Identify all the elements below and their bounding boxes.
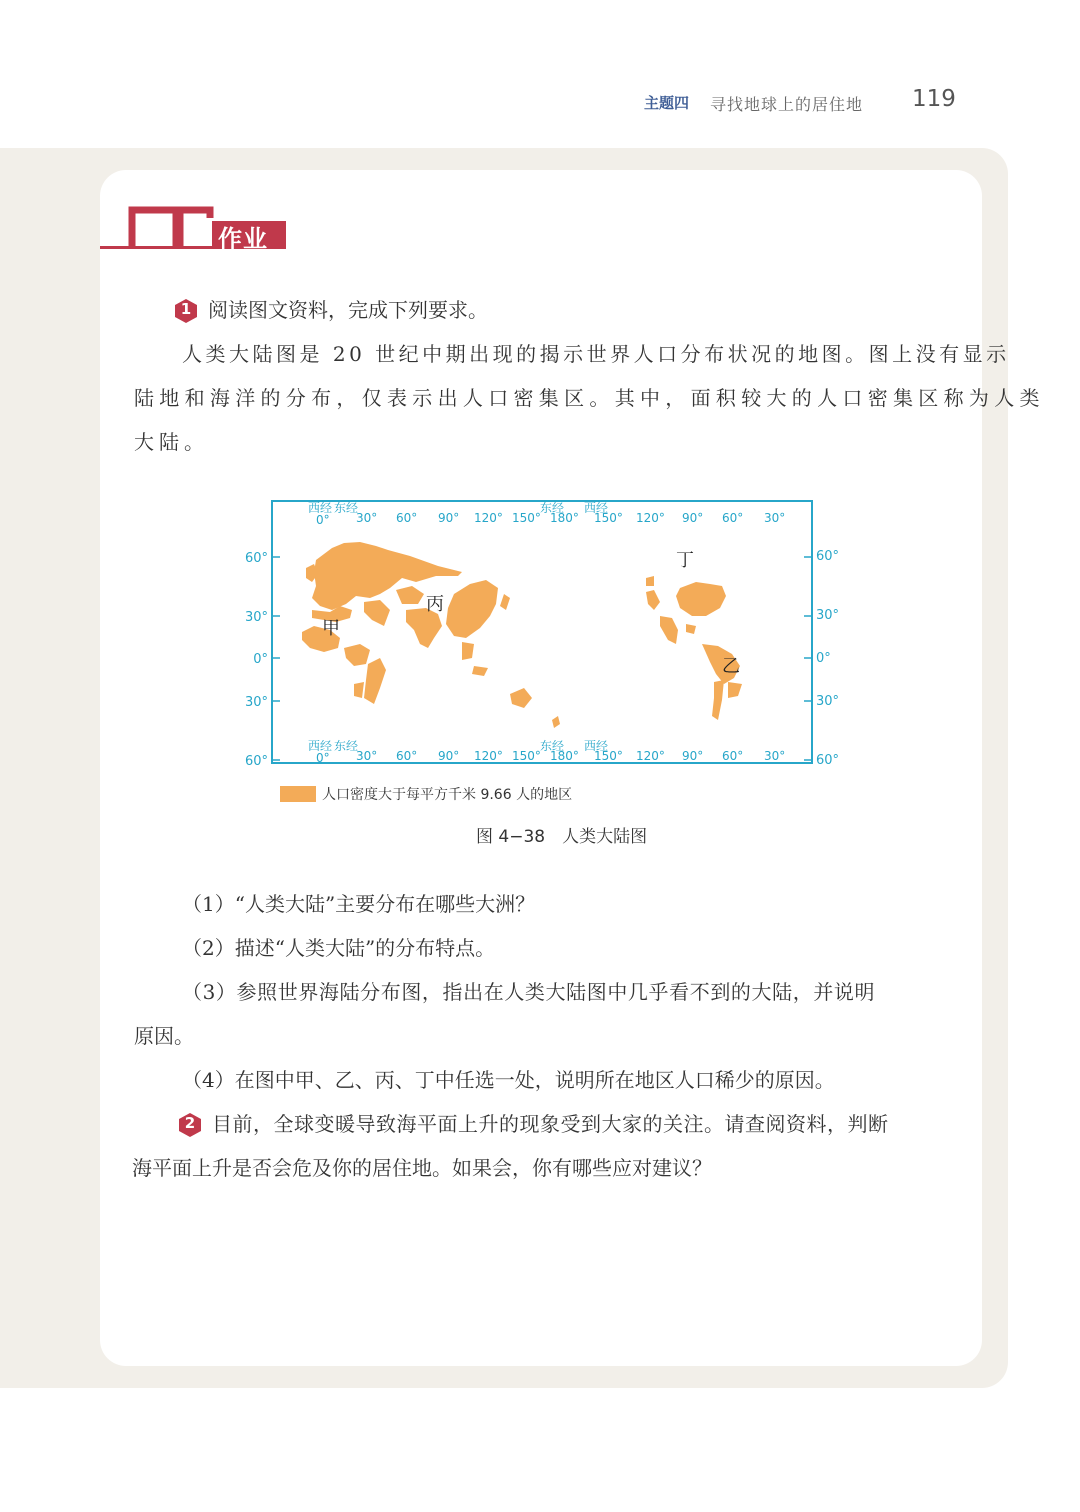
top-west-label: 西经 [584, 501, 609, 515]
left-lat-label: 30° [244, 610, 268, 625]
sub-question-2: （2）描述“人类大陆”的分布特点。 [182, 936, 496, 960]
map-frame [272, 501, 812, 763]
legend-swatch [280, 786, 316, 802]
bottom-lon-label: 30° [764, 749, 786, 763]
question-1-prompt: 阅读图文资料，完成下列要求。 [208, 298, 488, 322]
sub-question-4: （4）在图中甲、乙、丙、丁中任选一处，说明所在地区人口稀少的原因。 [182, 1068, 835, 1092]
top-lon-label: 90° [438, 511, 460, 525]
sub-question-1: （1）“人类大陆”主要分布在哪些大洲？ [182, 892, 536, 916]
bottom-lon-label: 120° [474, 749, 503, 763]
right-lat-label: 30° [816, 694, 840, 709]
paragraph-line-1: 人类大陆图是 20 世纪中期出现的揭示世界人口分布状况的地图。图上没有显示 [182, 342, 1010, 366]
top-lon-label: 30° [356, 511, 378, 525]
sub-question-3: （3）参照世界海陆分布图，指出在人类大陆图中几乎看不到的大陆，并说明 [182, 980, 876, 1004]
running-head-theme: 主题四 [644, 94, 690, 112]
section-label: 作业 [218, 225, 268, 253]
left-lat-label: 30° [244, 695, 268, 710]
paragraph-line-2: 陆地和海洋的分布，仅表示出人口密集区。其中，面积较大的人口密集区称为人类 [134, 386, 1045, 410]
region-label-ding: 丁 [676, 550, 694, 571]
right-lat-label: 60° [816, 753, 840, 768]
section-banner [100, 204, 290, 253]
figure-caption: 图 4−38 人类大陆图 [476, 827, 648, 847]
top-lon-label: 120° [474, 511, 503, 525]
human-continent-map [240, 498, 850, 808]
left-lat-label: 60° [244, 754, 268, 769]
bottom-lon-label: 150° [512, 749, 541, 763]
bottom-west-label: 西经 [308, 739, 333, 753]
question-2-line-2: 海平面上升是否会危及你的居住地。如果会，你有哪些应对建议？ [132, 1156, 712, 1180]
bottom-lon-label: 60° [722, 749, 744, 763]
question-2-number: 2 [184, 1114, 196, 1132]
bottom-east-label: 东经 [540, 739, 565, 753]
right-lat-label: 60° [816, 549, 840, 564]
question-2-line-1: 目前，全球变暖导致海平面上升的现象受到大家的关注。请查阅资料，判断 [212, 1112, 889, 1136]
bottom-west-label: 西经 [584, 739, 609, 753]
top-lon-label: 60° [722, 511, 744, 525]
question-1-badge [174, 298, 198, 324]
right-lat-label: 0° [816, 651, 831, 666]
region-label-bing: 丙 [426, 594, 444, 615]
bottom-anti-label: 180° [550, 749, 579, 763]
top-lon-label: 150° [594, 511, 623, 525]
bottom-lon-label: 120° [636, 749, 665, 763]
region-label-yi: 乙 [722, 656, 740, 677]
top-west-label: 西经 [308, 501, 333, 515]
bottom-lon-label: 90° [438, 749, 460, 763]
top-lon-label: 120° [636, 511, 665, 525]
top-east-label: 东经 [334, 501, 359, 515]
bottom-east-label: 东经 [334, 739, 359, 753]
top-lon-label: 30° [764, 511, 786, 525]
bottom-lon-label: 60° [396, 749, 418, 763]
question-1-number: 1 [180, 300, 192, 318]
top-zero-label: 0° [316, 513, 330, 527]
running-head [0, 86, 1080, 116]
page-number: 119 [912, 86, 956, 112]
bottom-lon-label: 90° [682, 749, 704, 763]
right-lat-label: 30° [816, 608, 840, 623]
region-label-jia: 甲 [322, 618, 340, 639]
top-lon-label: 150° [512, 511, 541, 525]
paragraph-line-3: 大陆。 [134, 430, 209, 454]
bottom-zero-label: 0° [316, 751, 330, 765]
left-lat-label: 60° [244, 551, 268, 566]
top-east-label: 东经 [540, 501, 565, 515]
question-2-badge [178, 1112, 202, 1138]
left-lat-label: 0° [253, 652, 268, 667]
sub-question-3-continued: 原因。 [134, 1024, 194, 1048]
top-lon-label: 90° [682, 511, 704, 525]
bottom-lon-label: 150° [594, 749, 623, 763]
bottom-lon-label: 30° [356, 749, 378, 763]
top-anti-label: 180° [550, 511, 579, 525]
legend-text: 人口密度大于每平方千米 9.66 人的地区 [322, 787, 573, 803]
top-lon-label: 60° [396, 511, 418, 525]
running-head-title: 寻找地球上的居住地 [710, 95, 864, 114]
